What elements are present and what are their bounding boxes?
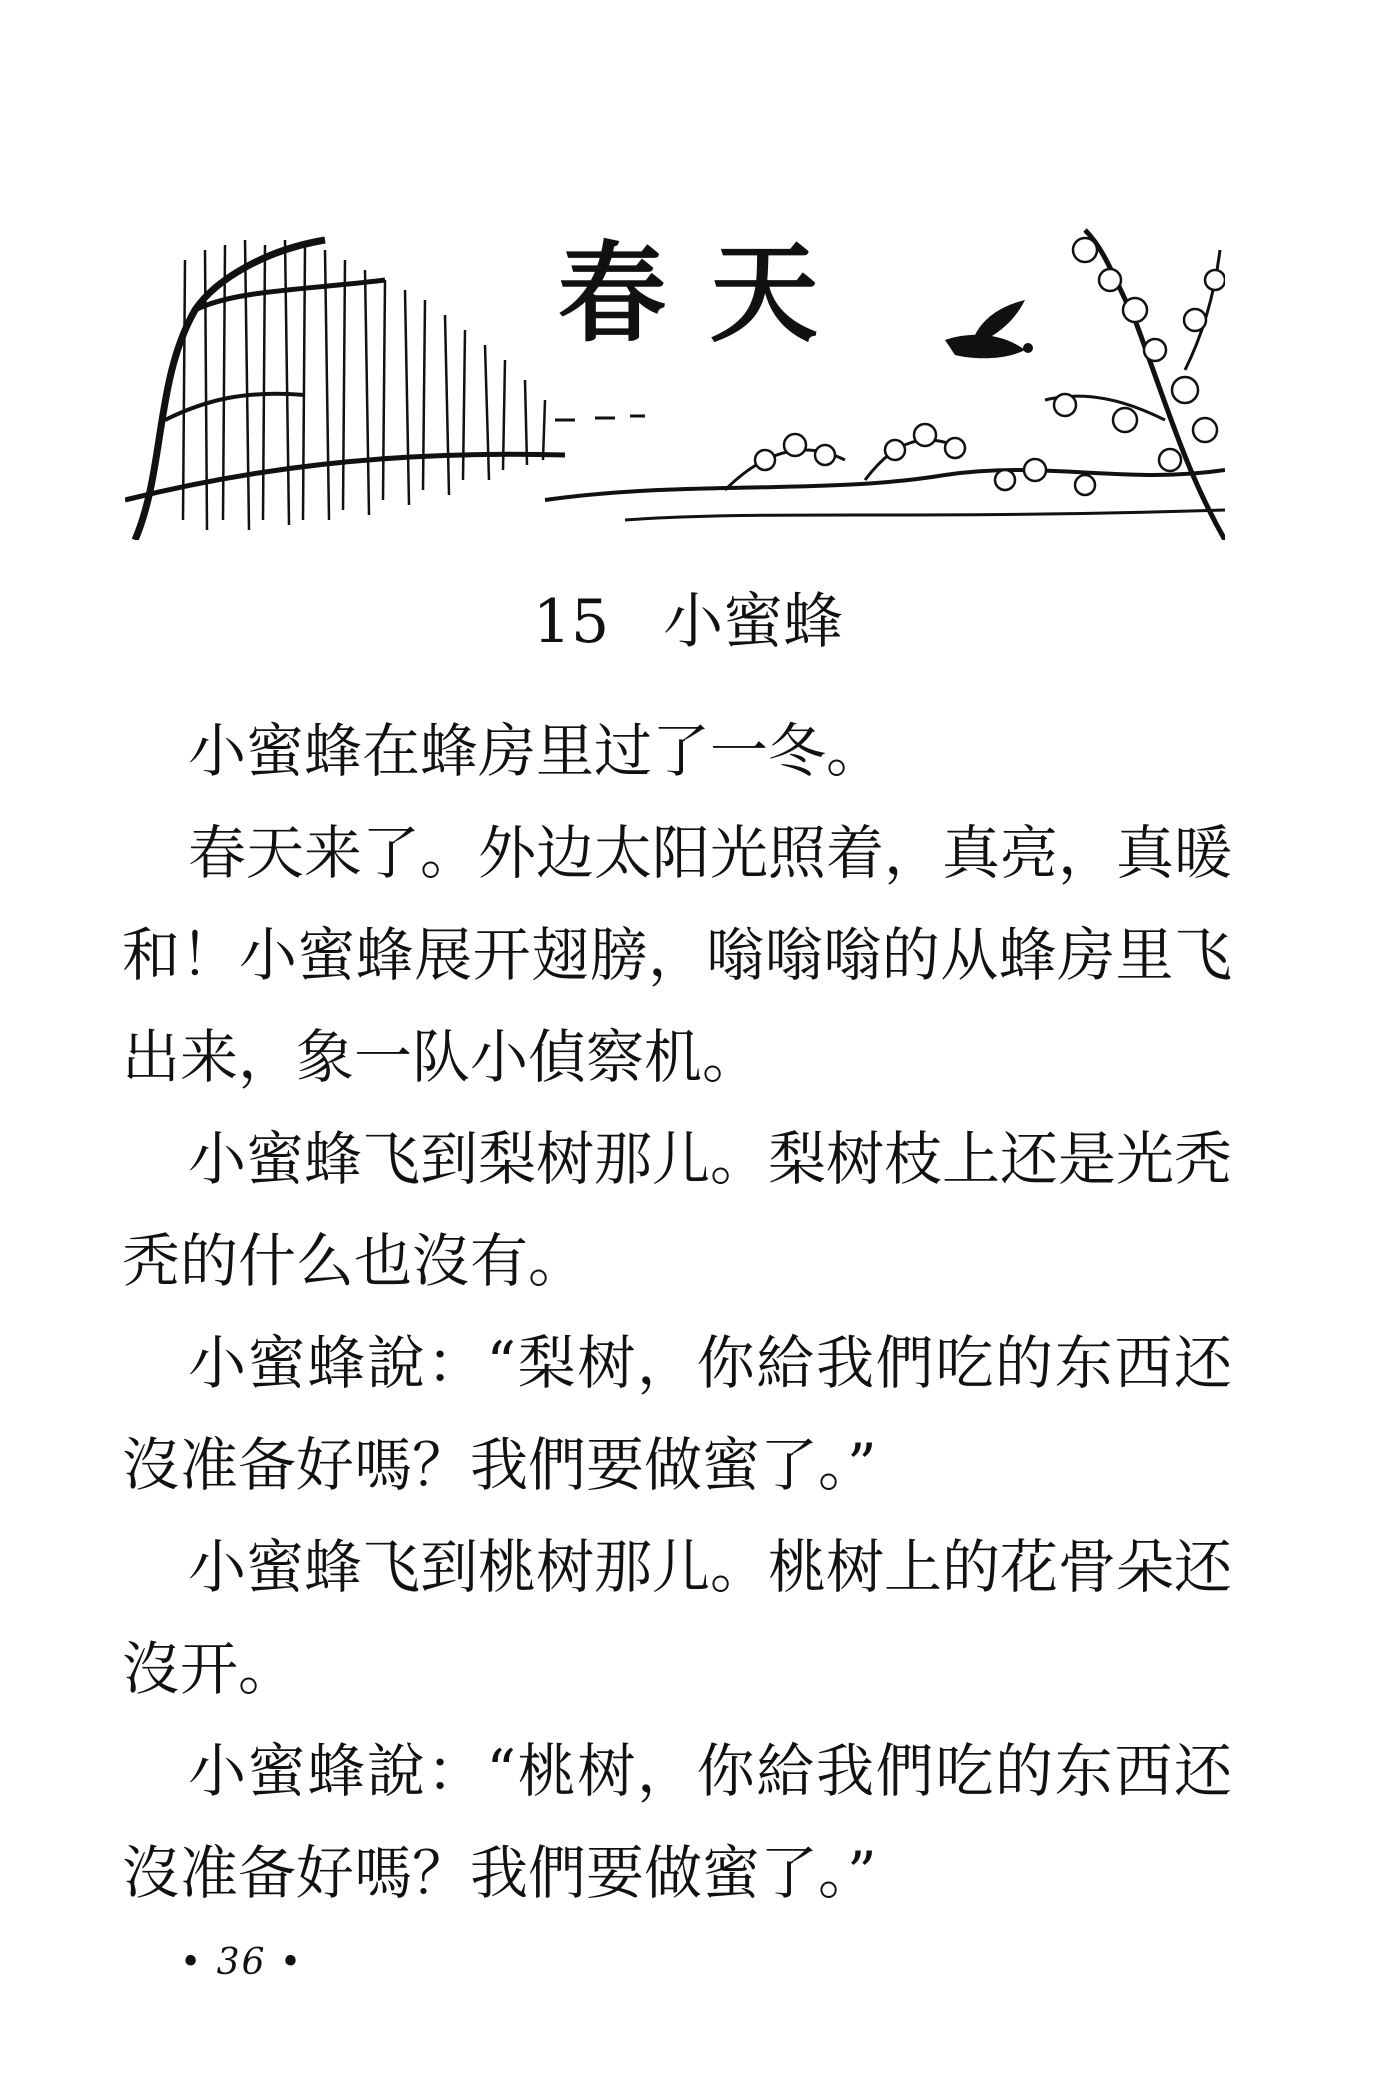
paragraph: 小蜜蜂說：“桃树，你給我們吃的东西还沒准备好嗎？我們要做蜜了。”	[122, 1737, 1232, 1907]
lesson-heading	[0, 587, 1376, 657]
lesson-number: 15	[532, 587, 610, 657]
bird-icon	[945, 300, 1033, 358]
paragraph: 小蜜蜂說：“梨树，你給我們吃的东西还沒准备好嗎？我們要做蜜了。”	[122, 1329, 1232, 1499]
paragraph: 春天来了。外边太阳光照着，真亮，真暖和！小蜜蜂展开翅膀，嗡嗡嗡的从蜂房里飞出来，象一队小偵察机。	[122, 819, 1233, 1091]
story-text	[122, 700, 1232, 1924]
paragraph: 小蜜蜂飞到桃树那儿。桃树上的花骨朵还沒开。	[122, 1533, 1233, 1703]
willow-tree-icon	[125, 240, 565, 540]
paragraph: 小蜜蜂飞到梨树那儿。梨树枝上还是光秃秃的什么也沒有。	[122, 1125, 1233, 1295]
section-title: 春天	[557, 231, 862, 357]
lesson-title: 小蜜蜂	[663, 587, 844, 657]
paragraph: 小蜜蜂在蜂房里过了一冬。	[188, 717, 885, 785]
page-number: • 36 •	[180, 1942, 304, 1983]
